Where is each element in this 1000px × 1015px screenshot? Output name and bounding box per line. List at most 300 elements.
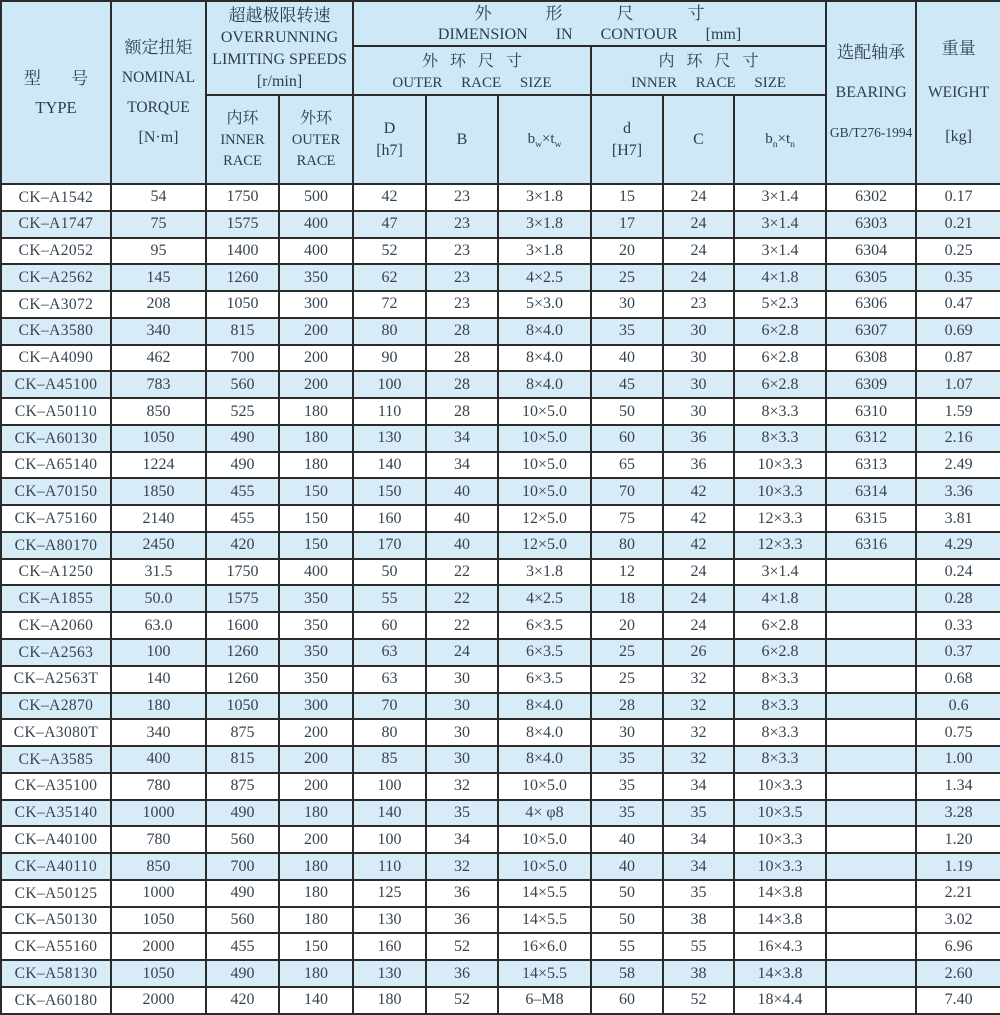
cell-bn_tn: 8×3.3 (734, 746, 826, 773)
cell-weight: 2.16 (916, 425, 1000, 452)
table-row (1, 826, 1000, 853)
cell-weight: 0.75 (916, 719, 1000, 746)
cell-outer_speed: 500 (279, 184, 353, 211)
cell-D: 42 (353, 184, 426, 211)
cell-weight: 1.20 (916, 826, 1000, 853)
cell-inner_speed: 420 (206, 987, 279, 1014)
cell-weight: 0.47 (916, 291, 1000, 318)
cell-bw_tw: 4× φ8 (498, 800, 591, 827)
cell-inner_speed: 1260 (206, 264, 279, 291)
cell-type: CK–A3072 (1, 291, 111, 318)
cell-torque: 1850 (111, 478, 206, 505)
cell-B: 30 (426, 746, 498, 773)
cell-weight: 7.40 (916, 987, 1000, 1014)
cell-B: 23 (426, 264, 498, 291)
cell-bw_tw: 8×4.0 (498, 345, 591, 372)
cell-d: 20 (591, 238, 663, 265)
table-row (1, 853, 1000, 880)
cell-bn_tn: 14×3.8 (734, 960, 826, 987)
cell-B: 28 (426, 345, 498, 372)
cell-C: 30 (663, 398, 734, 425)
cell-bearing: 6304 (826, 238, 916, 265)
cell-D: 140 (353, 452, 426, 479)
cell-bearing: 6305 (826, 264, 916, 291)
bw-tw-label: $b_w\times t_w$ (527, 130, 562, 150)
cell-inner_speed: 560 (206, 826, 279, 853)
cell-torque: 850 (111, 398, 206, 425)
cell-bw_tw: 14×5.5 (498, 960, 591, 987)
cell-weight: 6.96 (916, 933, 1000, 960)
cell-weight: 0.69 (916, 318, 1000, 345)
speeds-label-cn: 超越极限转速 (228, 6, 331, 25)
cell-d: 75 (591, 505, 663, 532)
cell-torque: 54 (111, 184, 206, 211)
cell-D: 125 (353, 880, 426, 907)
cell-inner_speed: 1050 (206, 693, 279, 720)
cell-weight: 0.37 (916, 639, 1000, 666)
table-header (1, 1, 1000, 184)
type-label-en: TYPE (35, 97, 77, 117)
cell-torque: 1000 (111, 800, 206, 827)
inner-size-label-cn: 内环尺寸 (658, 52, 771, 70)
dimension-label-en: DIMENSION IN CONTOUR [mm] (437, 26, 742, 43)
cell-C: 42 (663, 478, 734, 505)
cell-bw_tw: 10×5.0 (498, 398, 591, 425)
cell-bw_tw: 16×6.0 (498, 933, 591, 960)
cell-torque: 340 (111, 719, 206, 746)
cell-B: 52 (426, 933, 498, 960)
cell-inner_speed: 490 (206, 452, 279, 479)
cell-type: CK–A80170 (1, 532, 111, 559)
cell-type: CK–A2563 (1, 639, 111, 666)
cell-D: 150 (353, 478, 426, 505)
cell-inner_speed: 1575 (206, 211, 279, 238)
cell-outer_speed: 180 (279, 800, 353, 827)
cell-d: 55 (591, 933, 663, 960)
cell-torque: 31.5 (111, 559, 206, 586)
cell-weight: 0.28 (916, 585, 1000, 612)
cell-d: 35 (591, 773, 663, 800)
cell-C: 24 (663, 184, 734, 211)
cell-torque: 2000 (111, 987, 206, 1014)
cell-type: CK–A1542 (1, 184, 111, 211)
table-row (1, 184, 1000, 211)
cell-B: 40 (426, 505, 498, 532)
cell-bearing: 6309 (826, 371, 916, 398)
cell-bn_tn: 6×2.8 (734, 345, 826, 372)
cell-bearing: 6310 (826, 398, 916, 425)
cell-weight: 0.25 (916, 238, 1000, 265)
cell-bn_tn: 8×3.3 (734, 693, 826, 720)
cell-bearing (826, 960, 916, 987)
cell-d: 30 (591, 291, 663, 318)
cell-torque: 2000 (111, 933, 206, 960)
cell-bw_tw: 3×1.8 (498, 559, 591, 586)
cell-B: 30 (426, 666, 498, 693)
cell-bn_tn: 10×3.5 (734, 800, 826, 827)
d-tolerance: [H7] (611, 141, 643, 159)
cell-outer_speed: 200 (279, 773, 353, 800)
cell-bn_tn: 5×2.3 (734, 291, 826, 318)
cell-bearing (826, 719, 916, 746)
cell-inner_speed: 1575 (206, 585, 279, 612)
cell-torque: 63.0 (111, 612, 206, 639)
cell-bearing: 6308 (826, 345, 916, 372)
cell-C: 55 (663, 933, 734, 960)
cell-d: 20 (591, 612, 663, 639)
cell-B: 22 (426, 585, 498, 612)
cell-weight: 0.35 (916, 264, 1000, 291)
cell-d: 65 (591, 452, 663, 479)
cell-B: 28 (426, 398, 498, 425)
cell-bn_tn: 10×3.3 (734, 478, 826, 505)
cell-D: 60 (353, 612, 426, 639)
cell-weight: 0.33 (916, 612, 1000, 639)
cell-inner_speed: 525 (206, 398, 279, 425)
cell-outer_speed: 200 (279, 719, 353, 746)
table-row (1, 318, 1000, 345)
cell-outer_speed: 180 (279, 960, 353, 987)
cell-bn_tn: 14×3.8 (734, 880, 826, 907)
cell-d: 60 (591, 425, 663, 452)
cell-D: 72 (353, 291, 426, 318)
cell-D: 100 (353, 826, 426, 853)
D-tolerance: [h7] (376, 141, 403, 159)
cell-B: 40 (426, 478, 498, 505)
cell-type: CK–A35100 (1, 773, 111, 800)
cell-bw_tw: 3×1.8 (498, 211, 591, 238)
table-row (1, 880, 1000, 907)
cell-d: 15 (591, 184, 663, 211)
cell-outer_speed: 150 (279, 478, 353, 505)
cell-bw_tw: 4×2.5 (498, 585, 591, 612)
cell-B: 22 (426, 559, 498, 586)
cell-d: 40 (591, 345, 663, 372)
cell-torque: 462 (111, 345, 206, 372)
cell-C: 38 (663, 907, 734, 934)
cell-outer_speed: 350 (279, 612, 353, 639)
cell-bn_tn: 12×3.3 (734, 532, 826, 559)
table-row (1, 612, 1000, 639)
torque-label-en1: NOMINAL (121, 68, 196, 86)
cell-C: 30 (663, 345, 734, 372)
cell-inner_speed: 700 (206, 345, 279, 372)
cell-weight: 2.21 (916, 880, 1000, 907)
cell-C: 42 (663, 532, 734, 559)
cell-B: 36 (426, 880, 498, 907)
cell-bearing (826, 987, 916, 1014)
cell-B: 23 (426, 291, 498, 318)
outer-race-cn: 外环 (300, 109, 333, 127)
cell-B: 35 (426, 800, 498, 827)
cell-inner_speed: 455 (206, 505, 279, 532)
cell-type: CK–A2563T (1, 666, 111, 693)
cell-inner_speed: 1600 (206, 612, 279, 639)
col-header-type (1, 1, 111, 184)
cell-torque: 850 (111, 853, 206, 880)
cell-inner_speed: 490 (206, 880, 279, 907)
cell-bw_tw: 10×5.0 (498, 773, 591, 800)
cell-outer_speed: 200 (279, 371, 353, 398)
cell-weight: 0.24 (916, 559, 1000, 586)
cell-inner_speed: 455 (206, 478, 279, 505)
table-row (1, 933, 1000, 960)
cell-outer_speed: 180 (279, 398, 353, 425)
header-row-1 (1, 1, 1000, 46)
cell-bearing: 6312 (826, 425, 916, 452)
cell-type: CK–A2052 (1, 238, 111, 265)
cell-C: 24 (663, 585, 734, 612)
cell-bn_tn: 14×3.8 (734, 907, 826, 934)
cell-weight: 0.87 (916, 345, 1000, 372)
cell-bw_tw: 14×5.5 (498, 907, 591, 934)
cell-type: CK–A2562 (1, 264, 111, 291)
cell-outer_speed: 350 (279, 666, 353, 693)
cell-D: 47 (353, 211, 426, 238)
cell-type: CK–A4090 (1, 345, 111, 372)
table-row (1, 211, 1000, 238)
cell-bearing: 6307 (826, 318, 916, 345)
cell-B: 34 (426, 452, 498, 479)
col-header-outer-race-speed (279, 95, 353, 184)
table-row (1, 425, 1000, 452)
cell-bw_tw: 10×5.0 (498, 478, 591, 505)
table-row (1, 693, 1000, 720)
cell-bearing: 6306 (826, 291, 916, 318)
cell-torque: 140 (111, 666, 206, 693)
D-label: D (383, 119, 396, 137)
bearing-standard: GB/T276-1994 (829, 124, 913, 140)
cell-weight: 3.81 (916, 505, 1000, 532)
cell-D: 140 (353, 800, 426, 827)
cell-d: 25 (591, 639, 663, 666)
cell-bn_tn: 4×1.8 (734, 585, 826, 612)
cell-bw_tw: 5×3.0 (498, 291, 591, 318)
cell-bn_tn: 10×3.3 (734, 826, 826, 853)
cell-bn_tn: 8×3.3 (734, 398, 826, 425)
cell-bearing (826, 666, 916, 693)
cell-C: 34 (663, 826, 734, 853)
table-row (1, 746, 1000, 773)
table-row (1, 345, 1000, 372)
cell-C: 32 (663, 693, 734, 720)
table-row (1, 452, 1000, 479)
cell-D: 50 (353, 559, 426, 586)
cell-D: 90 (353, 345, 426, 372)
cell-bearing (826, 585, 916, 612)
cell-outer_speed: 200 (279, 826, 353, 853)
cell-weight: 4.29 (916, 532, 1000, 559)
cell-type: CK–A1855 (1, 585, 111, 612)
cell-d: 45 (591, 371, 663, 398)
cell-weight: 0.21 (916, 211, 1000, 238)
cell-bw_tw: 6×3.5 (498, 666, 591, 693)
cell-torque: 1000 (111, 880, 206, 907)
cell-torque: 340 (111, 318, 206, 345)
cell-C: 30 (663, 318, 734, 345)
cell-torque: 2140 (111, 505, 206, 532)
cell-weight: 3.02 (916, 907, 1000, 934)
cell-D: 180 (353, 987, 426, 1014)
cell-outer_speed: 350 (279, 639, 353, 666)
cell-bn_tn: 6×2.8 (734, 371, 826, 398)
table-body (1, 184, 1000, 1014)
cell-type: CK–A50110 (1, 398, 111, 425)
cell-weight: 1.07 (916, 371, 1000, 398)
cell-bn_tn: 16×4.3 (734, 933, 826, 960)
cell-outer_speed: 300 (279, 291, 353, 318)
cell-d: 35 (591, 318, 663, 345)
table-row (1, 371, 1000, 398)
cell-bw_tw: 8×4.0 (498, 371, 591, 398)
cell-bearing (826, 773, 916, 800)
cell-torque: 400 (111, 746, 206, 773)
cell-D: 130 (353, 907, 426, 934)
cell-inner_speed: 815 (206, 746, 279, 773)
cell-type: CK–A3585 (1, 746, 111, 773)
cell-bn_tn: 6×2.8 (734, 318, 826, 345)
cell-d: 28 (591, 693, 663, 720)
inner-size-label-en: INNER RACE SIZE (631, 74, 787, 91)
cell-type: CK–A40100 (1, 826, 111, 853)
cell-D: 80 (353, 318, 426, 345)
cell-type: CK–A58130 (1, 960, 111, 987)
cell-bearing (826, 907, 916, 934)
cell-weight: 1.19 (916, 853, 1000, 880)
cell-outer_speed: 180 (279, 853, 353, 880)
cell-bearing (826, 612, 916, 639)
cell-C: 34 (663, 853, 734, 880)
cell-weight: 0.6 (916, 693, 1000, 720)
cell-outer_speed: 140 (279, 987, 353, 1014)
cell-weight: 0.17 (916, 184, 1000, 211)
cell-D: 63 (353, 666, 426, 693)
cell-B: 32 (426, 773, 498, 800)
dimension-label-cn: 外形尺寸 (474, 4, 759, 23)
cell-bw_tw: 10×5.0 (498, 425, 591, 452)
cell-bn_tn: 12×3.3 (734, 505, 826, 532)
cell-bearing (826, 746, 916, 773)
cell-bearing (826, 559, 916, 586)
speeds-label-en2: LIMITING SPEEDS (212, 51, 347, 68)
cell-bw_tw: 8×4.0 (498, 746, 591, 773)
cell-inner_speed: 560 (206, 371, 279, 398)
weight-label-en: WEIGHT (928, 83, 990, 101)
cell-bn_tn: 6×2.8 (734, 612, 826, 639)
cell-d: 25 (591, 666, 663, 693)
cell-inner_speed: 1260 (206, 666, 279, 693)
weight-label-cn: 重量 (941, 38, 976, 58)
cell-d: 50 (591, 880, 663, 907)
cell-B: 23 (426, 184, 498, 211)
col-header-weight (916, 1, 1000, 184)
cell-outer_speed: 200 (279, 345, 353, 372)
table-row (1, 907, 1000, 934)
cell-C: 35 (663, 800, 734, 827)
cell-type: CK–A50130 (1, 907, 111, 934)
speeds-unit: [r/min] (256, 73, 303, 90)
col-header-D (353, 95, 426, 184)
cell-d: 17 (591, 211, 663, 238)
torque-unit: [N·m] (138, 128, 179, 146)
cell-B: 30 (426, 693, 498, 720)
cell-bn_tn: 10×3.3 (734, 853, 826, 880)
cell-torque: 180 (111, 693, 206, 720)
table-row (1, 238, 1000, 265)
cell-D: 160 (353, 505, 426, 532)
cell-type: CK–A2060 (1, 612, 111, 639)
cell-weight: 1.59 (916, 398, 1000, 425)
cell-outer_speed: 350 (279, 585, 353, 612)
cell-D: 100 (353, 773, 426, 800)
cell-B: 36 (426, 960, 498, 987)
cell-inner_speed: 875 (206, 719, 279, 746)
cell-bw_tw: 14×5.5 (498, 880, 591, 907)
col-header-outer-race-size (353, 46, 591, 95)
cell-B: 40 (426, 532, 498, 559)
cell-D: 70 (353, 693, 426, 720)
cell-C: 38 (663, 960, 734, 987)
cell-D: 63 (353, 639, 426, 666)
cell-D: 160 (353, 933, 426, 960)
cell-inner_speed: 700 (206, 853, 279, 880)
table-row (1, 773, 1000, 800)
weight-unit: [kg] (945, 127, 972, 145)
col-header-d (591, 95, 663, 184)
cell-weight: 2.49 (916, 452, 1000, 479)
cell-weight: 1.00 (916, 746, 1000, 773)
bearing-label-en: BEARING (835, 83, 907, 101)
cell-type: CK–A45100 (1, 371, 111, 398)
cell-outer_speed: 200 (279, 746, 353, 773)
cell-bearing: 6316 (826, 532, 916, 559)
cell-C: 24 (663, 559, 734, 586)
cell-bearing: 6315 (826, 505, 916, 532)
table-row (1, 291, 1000, 318)
cell-inner_speed: 560 (206, 907, 279, 934)
cell-outer_speed: 200 (279, 318, 353, 345)
cell-bn_tn: 8×3.3 (734, 425, 826, 452)
cell-bn_tn: 3×1.4 (734, 211, 826, 238)
table-row (1, 639, 1000, 666)
cell-bw_tw: 10×5.0 (498, 826, 591, 853)
cell-bn_tn: 18×4.4 (734, 987, 826, 1014)
cell-d: 40 (591, 826, 663, 853)
cell-C: 24 (663, 612, 734, 639)
cell-inner_speed: 815 (206, 318, 279, 345)
cell-B: 34 (426, 425, 498, 452)
cell-bw_tw: 8×4.0 (498, 719, 591, 746)
cell-type: CK–A1250 (1, 559, 111, 586)
table-row (1, 585, 1000, 612)
cell-d: 40 (591, 853, 663, 880)
cell-bearing (826, 933, 916, 960)
cell-D: 110 (353, 398, 426, 425)
cell-B: 32 (426, 853, 498, 880)
cell-B: 23 (426, 211, 498, 238)
col-header-inner-race-size (591, 46, 826, 95)
cell-d: 35 (591, 746, 663, 773)
cell-bw_tw: 12×5.0 (498, 532, 591, 559)
cell-bearing: 6314 (826, 478, 916, 505)
cell-torque: 100 (111, 639, 206, 666)
cell-bw_tw: 3×1.8 (498, 184, 591, 211)
cell-outer_speed: 300 (279, 693, 353, 720)
cell-outer_speed: 400 (279, 559, 353, 586)
cell-C: 52 (663, 987, 734, 1014)
cell-weight: 3.36 (916, 478, 1000, 505)
cell-torque: 75 (111, 211, 206, 238)
